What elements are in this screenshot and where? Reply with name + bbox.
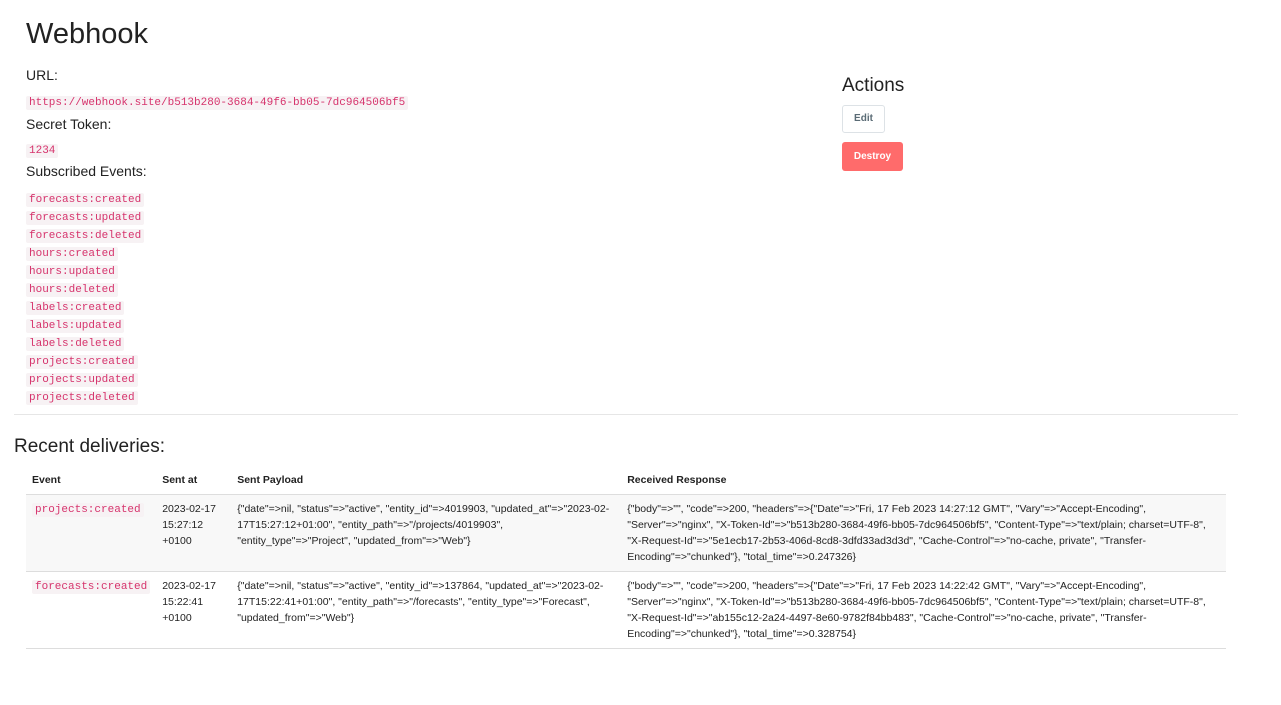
table-row	[26, 495, 1226, 572]
edit-button[interactable]: Edit	[842, 105, 885, 133]
actions-title: Actions	[842, 75, 905, 96]
url-label: URL:	[26, 67, 58, 83]
token-value: 1234	[26, 144, 58, 158]
recent-deliveries-title: Recent deliveries:	[14, 436, 166, 457]
column-header-event: Event	[26, 466, 156, 495]
delivery-response: {"body"=>"", "code"=>200, "headers"=>{"Date"=>"Fri, 17 Feb 2023 14:27:12 GMT", "Vary"=>"Accept-Encoding", "Server"=>"nginx", "X-Token-Id"=>"b513b280-3684-49f6-bb05-7dc964506bf5", "Content-Type"=>"text/plain; charset=UTF-8", "X-Request-Id"=>"5e1ecb17-2b53-406d-8cd8-3dfd33ad3d3d", "Cache-Control"=>"no-cache, private", "Transfer-Encoding"=>"chunked"}, "total_time"=>0.247326}	[621, 495, 1226, 572]
page-title: Webhook	[26, 18, 148, 50]
event-item: projects:updated	[26, 373, 138, 387]
event-item: hours:deleted	[26, 283, 118, 297]
divider	[14, 414, 1238, 415]
event-item: hours:created	[26, 247, 118, 261]
event-item: projects:deleted	[26, 391, 138, 405]
column-header-sent-at: Sent at	[156, 466, 231, 495]
deliveries-table	[26, 466, 1226, 649]
token-label: Secret Token:	[26, 116, 112, 132]
delivery-payload: {"date"=>nil, "status"=>"active", "entity_id"=>137864, "updated_at"=>"2023-02-17T15:22:41+01:00", "entity_path"=>"/forecasts", "entity_type"=>"Forecast", "updated_from"=>"Web"}	[231, 572, 621, 649]
column-header-payload: Sent Payload	[231, 466, 621, 495]
delivery-response: {"body"=>"", "code"=>200, "headers"=>{"Date"=>"Fri, 17 Feb 2023 14:22:42 GMT", "Vary"=>"Accept-Encoding", "Server"=>"nginx", "X-Token-Id"=>"b513b280-3684-49f6-bb05-7dc964506bf5", "Content-Type"=>"text/plain; charset=UTF-8", "X-Request-Id"=>"ab155c12-2a24-4497-8e60-9782f84bb483", "Cache-Control"=>"no-cache, private", "Transfer-Encoding"=>"chunked"}, "total_time"=>0.328754}	[621, 572, 1226, 649]
events-label: Subscribed Events:	[26, 163, 147, 179]
event-item: forecasts:updated	[26, 211, 144, 225]
event-item: forecasts:created	[26, 193, 144, 207]
delivery-payload: {"date"=>nil, "status"=>"active", "entity_id"=>4019903, "updated_at"=>"2023-02-17T15:27:12+01:00", "entity_path"=>"/projects/4019903", "entity_type"=>"Project", "updated_from"=>"Web"}	[231, 495, 621, 572]
event-item: forecasts:deleted	[26, 229, 144, 243]
delivery-sent-at: 2023-02-17 15:27:12 +0100	[156, 495, 231, 572]
subscribed-events-list	[26, 189, 144, 405]
delivery-sent-at: 2023-02-17 15:22:41 +0100	[156, 572, 231, 649]
table-row	[26, 572, 1226, 649]
event-item: labels:created	[26, 301, 124, 315]
delivery-event: forecasts:created	[32, 580, 150, 594]
delivery-event: projects:created	[32, 503, 144, 517]
event-item: hours:updated	[26, 265, 118, 279]
actions-panel	[842, 75, 905, 162]
column-header-response: Received Response	[621, 466, 1226, 495]
event-item: projects:created	[26, 355, 138, 369]
destroy-button[interactable]: Destroy	[842, 142, 903, 171]
url-value: https://webhook.site/b513b280-3684-49f6-bb05-7dc964506bf5	[26, 96, 408, 110]
event-item: labels:deleted	[26, 337, 124, 351]
event-item: labels:updated	[26, 319, 124, 333]
